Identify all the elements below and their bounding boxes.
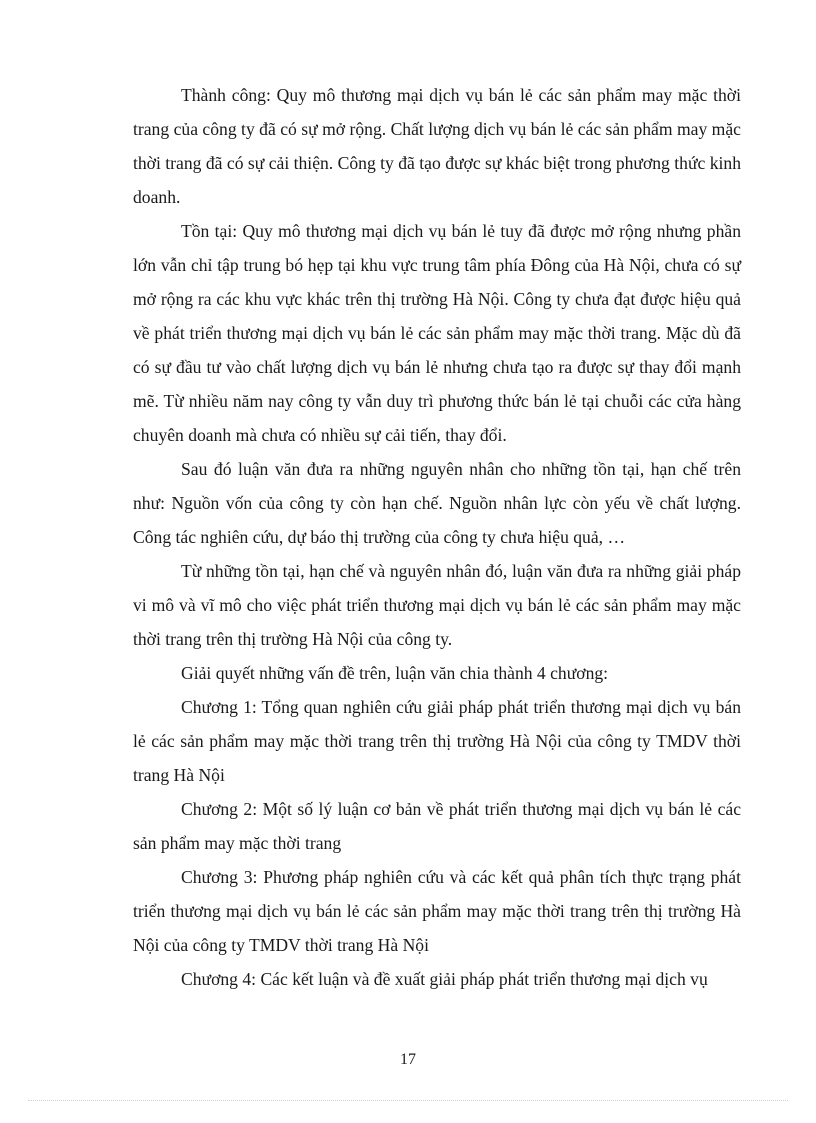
page-bottom-divider (28, 1100, 788, 1101)
body-text (133, 78, 741, 996)
paragraph-chapter-3: Chương 3: Phương pháp nghiên cứu và các kết quả phân tích thực trạng phát triển thương mại dịch vụ bán lẻ các sản phẩm may mặc thời trang trên thị trường Hà Nội của công ty TMDV thời trang Hà Nội (133, 867, 741, 955)
paragraph-success: Thành công: Quy mô thương mại dịch vụ bán lẻ các sản phẩm may mặc thời trang của công ty đã có sự mở rộng. Chất lượng dịch vụ bán lẻ các sản phẩm may mặc thời trang đã có sự cải thiện. Công ty đã tạo được sự khác biệt trong phương thức kinh doanh. (133, 85, 741, 207)
paragraph-chapter-2: Chương 2: Một số lý luận cơ bản về phát triển thương mại dịch vụ bán lẻ các sản phẩm may mặc thời trang (133, 799, 741, 853)
paragraph-structure-intro: Giải quyết những vấn đề trên, luận văn chia thành 4 chương: (181, 663, 609, 683)
paragraph-limitations: Tồn tại: Quy mô thương mại dịch vụ bán lẻ tuy đã được mở rộng nhưng phần lớn vẫn chỉ tập trung bó hẹp tại khu vực trung tâm phía Đông của Hà Nội, chưa có sự mở rộng ra các khu vực khác trên thị trường Hà Nội. Công ty chưa đạt được hiệu quả về phát triển thương mại dịch vụ bán lẻ các sản phẩm may mặc thời trang. Mặc dù đã có sự đầu tư vào chất lượng dịch vụ bán lẻ nhưng chưa tạo ra được sự thay đổi mạnh mẽ. Từ nhiều năm nay công ty vẫn duy trì phương thức bán lẻ tại chuỗi các cửa hàng chuyên doanh mà chưa có nhiều sự cải tiến, thay đổi. (133, 221, 741, 445)
paragraph-causes: Sau đó luận văn đưa ra những nguyên nhân cho những tồn tại, hạn chế trên như: Nguồn vốn của công ty còn hạn chế. Nguồn nhân lực còn yếu về chất lượng. Công tác nghiên cứu, dự báo thị trường của công ty chưa hiệu quả, … (133, 459, 741, 547)
paragraph-chapter-1: Chương 1: Tổng quan nghiên cứu giải pháp phát triển thương mại dịch vụ bán lẻ các sản phẩm may mặc thời trang trên thị trường Hà Nội của công ty TMDV thời trang Hà Nội (133, 697, 741, 785)
page-number: 17 (400, 1051, 416, 1068)
paragraph-solutions: Từ những tồn tại, hạn chế và nguyên nhân đó, luận văn đưa ra những giải pháp vi mô và vĩ mô cho việc phát triển thương mại dịch vụ bán lẻ các sản phẩm may mặc thời trang trên thị trường Hà Nội của công ty. (133, 561, 741, 649)
paragraph-chapter-4: Chương 4: Các kết luận và đề xuất giải pháp phát triển thương mại dịch vụ (181, 969, 708, 989)
